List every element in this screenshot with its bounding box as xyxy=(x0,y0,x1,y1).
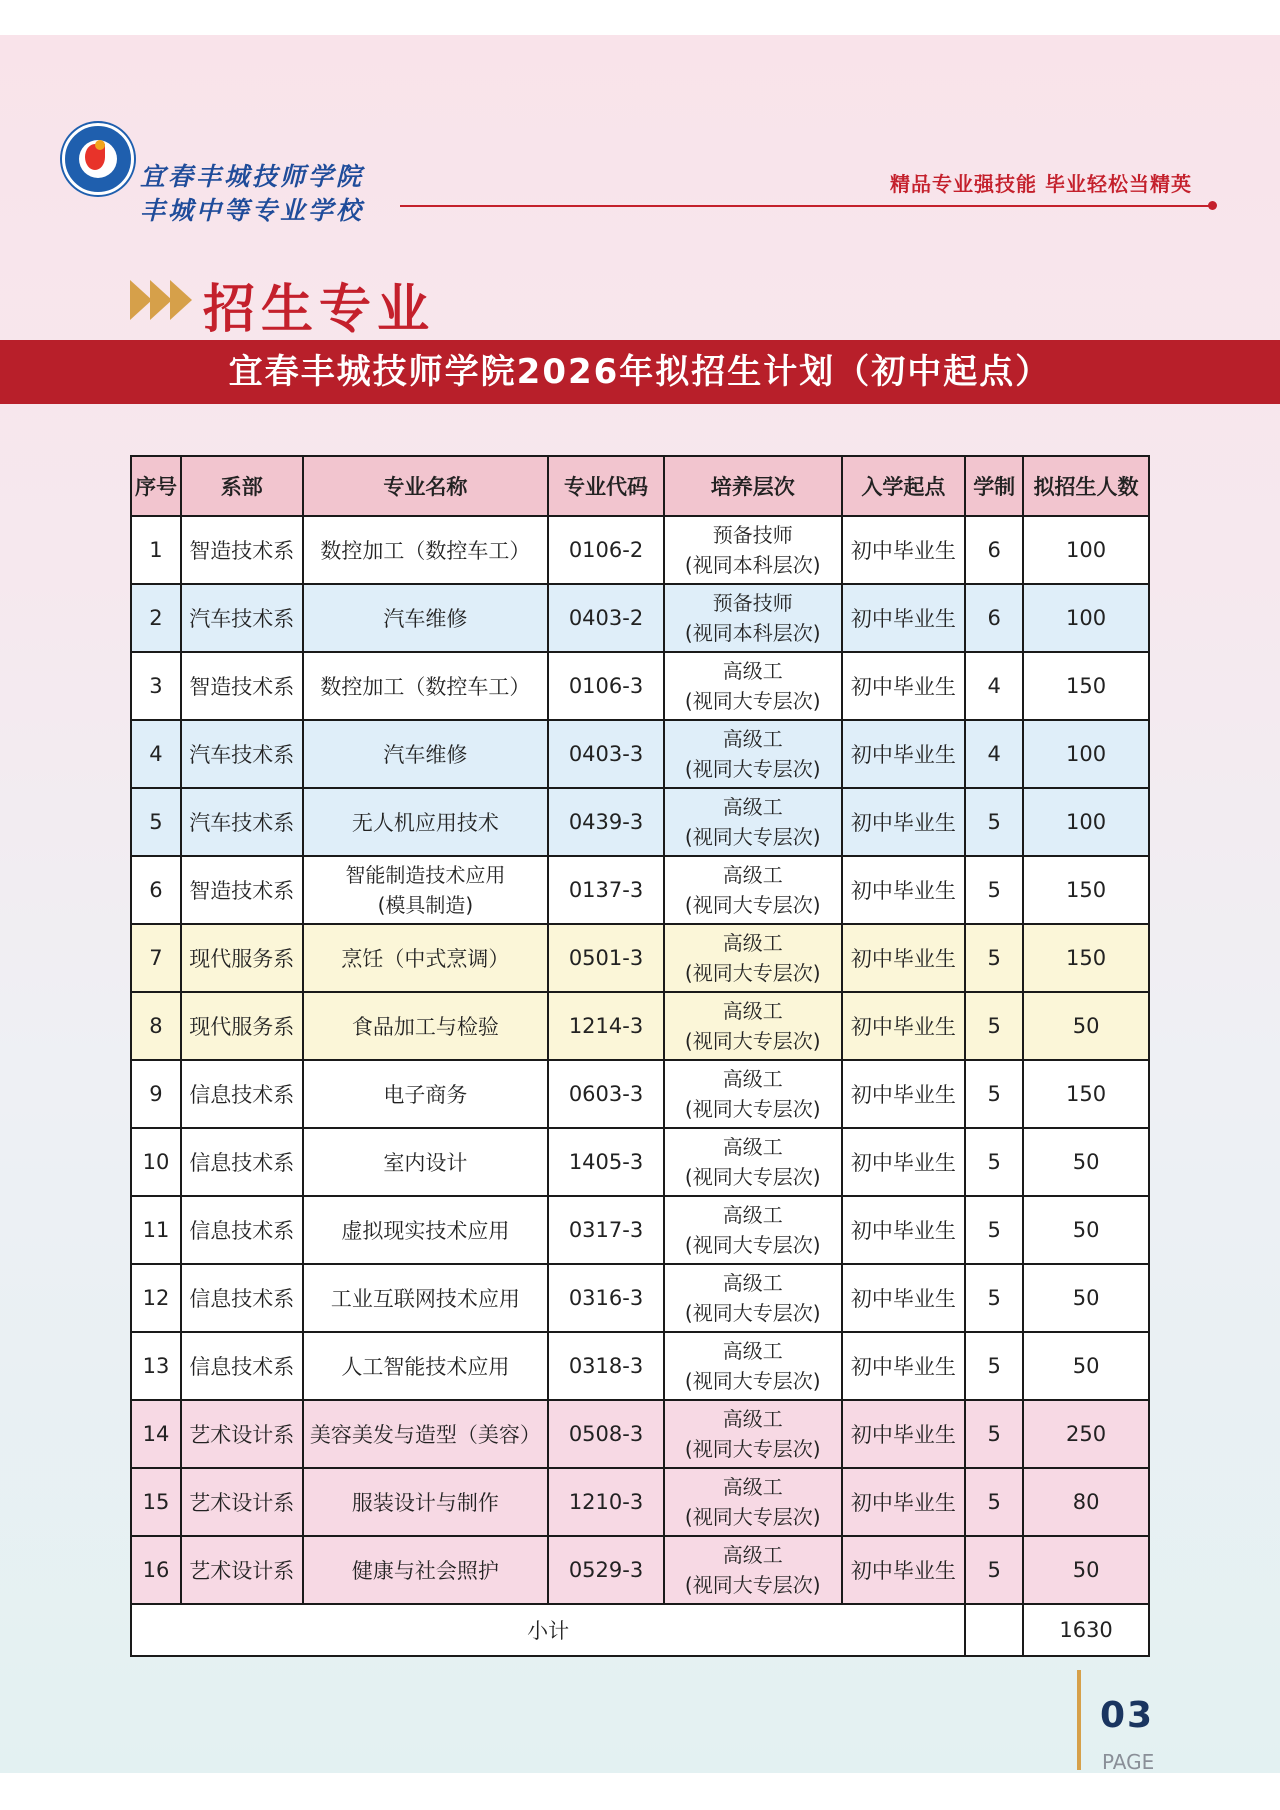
header-no: 序号 xyxy=(131,456,181,516)
cell-years: 5 xyxy=(965,1332,1023,1400)
cell-count: 50 xyxy=(1023,1264,1149,1332)
cell-entry: 初中毕业生 xyxy=(842,1196,966,1264)
cell-dept: 智造技术系 xyxy=(181,652,303,720)
cell-no: 15 xyxy=(131,1468,181,1536)
header-dept: 系部 xyxy=(181,456,303,516)
cell-dept: 信息技术系 xyxy=(181,1196,303,1264)
level-equivalent: (视同大专层次) xyxy=(684,825,821,849)
cell-dept: 艺术设计系 xyxy=(181,1536,303,1604)
table-row xyxy=(131,1196,1149,1264)
subtotal-empty-cell xyxy=(965,1604,1023,1656)
page-number-bar xyxy=(1077,1670,1081,1770)
table-header-row xyxy=(131,456,1149,516)
level-title: 高级工 xyxy=(722,727,783,751)
cell-no: 4 xyxy=(131,720,181,788)
header-count: 拟招生人数 xyxy=(1023,456,1149,516)
cell-years: 4 xyxy=(965,652,1023,720)
table-row xyxy=(131,856,1149,924)
cell-level xyxy=(664,584,842,652)
cell-major: 虚拟现实技术应用 xyxy=(303,1196,548,1264)
cell-years: 5 xyxy=(965,992,1023,1060)
cell-dept: 现代服务系 xyxy=(181,924,303,992)
table-row xyxy=(131,992,1149,1060)
cell-entry: 初中毕业生 xyxy=(842,924,966,992)
plan-banner-title: 宜春丰城技师学院2026年拟招生计划（初中起点） xyxy=(0,340,1280,404)
level-equivalent: (视同大专层次) xyxy=(684,1437,821,1461)
cell-code: 0316-3 xyxy=(548,1264,664,1332)
brochure-page xyxy=(0,35,1280,1773)
level-title: 高级工 xyxy=(722,1067,783,1091)
cell-dept: 信息技术系 xyxy=(181,1332,303,1400)
cell-major: 健康与社会照护 xyxy=(303,1536,548,1604)
cell-dept: 汽车技术系 xyxy=(181,788,303,856)
table-row xyxy=(131,1060,1149,1128)
cell-major: 服装设计与制作 xyxy=(303,1468,548,1536)
cell-major: 美容美发与造型（美容） xyxy=(303,1400,548,1468)
cell-level xyxy=(664,924,842,992)
cell-years: 5 xyxy=(965,1128,1023,1196)
cell-no: 16 xyxy=(131,1536,181,1604)
cell-no: 10 xyxy=(131,1128,181,1196)
table-row xyxy=(131,516,1149,584)
header-divider xyxy=(400,205,1210,207)
cell-years: 6 xyxy=(965,516,1023,584)
level-equivalent: (视同大专层次) xyxy=(684,961,821,985)
cell-entry: 初中毕业生 xyxy=(842,992,966,1060)
cell-major: 人工智能技术应用 xyxy=(303,1332,548,1400)
subtotal-row xyxy=(131,1604,1149,1656)
cell-no: 2 xyxy=(131,584,181,652)
cell-code: 0508-3 xyxy=(548,1400,664,1468)
cell-major: 汽车维修 xyxy=(303,720,548,788)
table-row xyxy=(131,1264,1149,1332)
major-subname: (模具制造) xyxy=(377,893,474,917)
cell-code: 1405-3 xyxy=(548,1128,664,1196)
section-title: 招生专业 xyxy=(203,280,436,340)
cell-level xyxy=(664,1332,842,1400)
cell-no: 9 xyxy=(131,1060,181,1128)
level-title: 高级工 xyxy=(722,1543,783,1567)
cell-dept: 汽车技术系 xyxy=(181,720,303,788)
cell-no: 1 xyxy=(131,516,181,584)
table-row xyxy=(131,1468,1149,1536)
cell-dept: 信息技术系 xyxy=(181,1264,303,1332)
cell-no: 7 xyxy=(131,924,181,992)
cell-level xyxy=(664,856,842,924)
cell-years: 5 xyxy=(965,788,1023,856)
header-level: 培养层次 xyxy=(664,456,842,516)
cell-entry: 初中毕业生 xyxy=(842,1400,966,1468)
page-number: 03 xyxy=(1100,1695,1155,1736)
table-row xyxy=(131,924,1149,992)
cell-entry: 初中毕业生 xyxy=(842,1536,966,1604)
school-name-line1: 宜春丰城技师学院 xyxy=(140,162,365,191)
cell-no: 5 xyxy=(131,788,181,856)
cell-level xyxy=(664,1196,842,1264)
cell-count: 50 xyxy=(1023,1196,1149,1264)
level-title: 高级工 xyxy=(722,659,783,683)
enrollment-plan-table xyxy=(130,455,1150,1657)
table-row xyxy=(131,720,1149,788)
header-code: 专业代码 xyxy=(548,456,664,516)
table-row xyxy=(131,1536,1149,1604)
level-equivalent: (视同大专层次) xyxy=(684,1097,821,1121)
cell-code: 0501-3 xyxy=(548,924,664,992)
level-title: 预备技师 xyxy=(712,523,793,547)
subtotal-label: 小计 xyxy=(131,1604,965,1656)
chevron-icon xyxy=(150,280,172,320)
header-entry: 入学起点 xyxy=(842,456,966,516)
level-equivalent: (视同大专层次) xyxy=(684,689,821,713)
level-title: 高级工 xyxy=(722,863,783,887)
cell-level xyxy=(664,992,842,1060)
level-title: 高级工 xyxy=(722,1339,783,1363)
cell-entry: 初中毕业生 xyxy=(842,1332,966,1400)
cell-dept: 艺术设计系 xyxy=(181,1468,303,1536)
cell-code: 0137-3 xyxy=(548,856,664,924)
logo-dot xyxy=(95,140,105,150)
cell-code: 0106-3 xyxy=(548,652,664,720)
cell-count: 50 xyxy=(1023,1128,1149,1196)
cell-years: 5 xyxy=(965,856,1023,924)
level-equivalent: (视同大专层次) xyxy=(684,1029,821,1053)
cell-entry: 初中毕业生 xyxy=(842,856,966,924)
level-title: 高级工 xyxy=(722,1271,783,1295)
level-equivalent: (视同大专层次) xyxy=(684,1233,821,1257)
cell-code: 0439-3 xyxy=(548,788,664,856)
cell-entry: 初中毕业生 xyxy=(842,788,966,856)
cell-level xyxy=(664,1400,842,1468)
level-title: 高级工 xyxy=(722,1475,783,1499)
cell-major: 电子商务 xyxy=(303,1060,548,1128)
cell-code: 1214-3 xyxy=(548,992,664,1060)
cell-level xyxy=(664,1128,842,1196)
level-title: 高级工 xyxy=(722,999,783,1023)
level-title: 高级工 xyxy=(722,795,783,819)
level-equivalent: (视同本科层次) xyxy=(684,553,821,577)
cell-level xyxy=(664,1468,842,1536)
cell-no: 3 xyxy=(131,652,181,720)
cell-major xyxy=(303,856,548,924)
cell-level xyxy=(664,516,842,584)
level-equivalent: (视同大专层次) xyxy=(684,1573,821,1597)
cell-count: 100 xyxy=(1023,788,1149,856)
cell-count: 100 xyxy=(1023,584,1149,652)
school-logo xyxy=(62,123,134,195)
cell-dept: 信息技术系 xyxy=(181,1060,303,1128)
table-row xyxy=(131,1400,1149,1468)
cell-entry: 初中毕业生 xyxy=(842,516,966,584)
cell-count: 150 xyxy=(1023,856,1149,924)
cell-major: 数控加工（数控车工） xyxy=(303,516,548,584)
cell-dept: 智造技术系 xyxy=(181,516,303,584)
page-label: PAGE xyxy=(1102,1750,1155,1773)
cell-count: 50 xyxy=(1023,1536,1149,1604)
cell-no: 8 xyxy=(131,992,181,1060)
cell-years: 5 xyxy=(965,1060,1023,1128)
cell-dept: 信息技术系 xyxy=(181,1128,303,1196)
cell-major: 数控加工（数控车工） xyxy=(303,652,548,720)
cell-code: 0603-3 xyxy=(548,1060,664,1128)
cell-no: 12 xyxy=(131,1264,181,1332)
cell-years: 5 xyxy=(965,1536,1023,1604)
cell-major: 食品加工与检验 xyxy=(303,992,548,1060)
cell-code: 0403-3 xyxy=(548,720,664,788)
cell-level xyxy=(664,1060,842,1128)
cell-count: 50 xyxy=(1023,1332,1149,1400)
cell-no: 13 xyxy=(131,1332,181,1400)
cell-code: 0317-3 xyxy=(548,1196,664,1264)
level-title: 高级工 xyxy=(722,1135,783,1159)
chevron-icon xyxy=(170,280,192,320)
cell-level xyxy=(664,720,842,788)
level-title: 高级工 xyxy=(722,1203,783,1227)
school-name-line2: 丰城中等专业学校 xyxy=(140,196,365,225)
table-row xyxy=(131,788,1149,856)
cell-level xyxy=(664,652,842,720)
cell-dept: 智造技术系 xyxy=(181,856,303,924)
cell-dept: 艺术设计系 xyxy=(181,1400,303,1468)
cell-code: 0106-2 xyxy=(548,516,664,584)
cell-years: 5 xyxy=(965,1264,1023,1332)
level-equivalent: (视同大专层次) xyxy=(684,893,821,917)
major-name: 智能制造技术应用 xyxy=(345,863,506,887)
cell-no: 6 xyxy=(131,856,181,924)
table-row xyxy=(131,652,1149,720)
cell-count: 250 xyxy=(1023,1400,1149,1468)
level-equivalent: (视同大专层次) xyxy=(684,1369,821,1393)
cell-code: 1210-3 xyxy=(548,1468,664,1536)
cell-entry: 初中毕业生 xyxy=(842,1468,966,1536)
level-equivalent: (视同大专层次) xyxy=(684,757,821,781)
cell-entry: 初中毕业生 xyxy=(842,1060,966,1128)
cell-level xyxy=(664,788,842,856)
cell-code: 0529-3 xyxy=(548,1536,664,1604)
cell-count: 100 xyxy=(1023,720,1149,788)
cell-count: 150 xyxy=(1023,652,1149,720)
cell-entry: 初中毕业生 xyxy=(842,652,966,720)
cell-major: 无人机应用技术 xyxy=(303,788,548,856)
cell-major: 烹饪（中式烹调） xyxy=(303,924,548,992)
level-equivalent: (视同大专层次) xyxy=(684,1301,821,1325)
table-row xyxy=(131,584,1149,652)
cell-count: 150 xyxy=(1023,924,1149,992)
cell-years: 6 xyxy=(965,584,1023,652)
level-equivalent: (视同大专层次) xyxy=(684,1505,821,1529)
cell-years: 5 xyxy=(965,1196,1023,1264)
cell-count: 150 xyxy=(1023,1060,1149,1128)
level-equivalent: (视同本科层次) xyxy=(684,621,821,645)
cell-major: 汽车维修 xyxy=(303,584,548,652)
header-years: 学制 xyxy=(965,456,1023,516)
cell-level xyxy=(664,1264,842,1332)
cell-level xyxy=(664,1536,842,1604)
cell-entry: 初中毕业生 xyxy=(842,584,966,652)
level-title: 高级工 xyxy=(722,1407,783,1431)
cell-count: 100 xyxy=(1023,516,1149,584)
subtotal-value: 1630 xyxy=(1023,1604,1149,1656)
level-equivalent: (视同大专层次) xyxy=(684,1165,821,1189)
cell-count: 80 xyxy=(1023,1468,1149,1536)
cell-count: 50 xyxy=(1023,992,1149,1060)
cell-major: 工业互联网技术应用 xyxy=(303,1264,548,1332)
cell-years: 5 xyxy=(965,1468,1023,1536)
table-row xyxy=(131,1128,1149,1196)
table-row xyxy=(131,1332,1149,1400)
cell-dept: 汽车技术系 xyxy=(181,584,303,652)
header-slogan: 精品专业强技能 毕业轻松当精英 xyxy=(890,172,1192,196)
cell-years: 5 xyxy=(965,1400,1023,1468)
cell-no: 11 xyxy=(131,1196,181,1264)
cell-dept: 现代服务系 xyxy=(181,992,303,1060)
cell-entry: 初中毕业生 xyxy=(842,1264,966,1332)
level-title: 高级工 xyxy=(722,931,783,955)
cell-entry: 初中毕业生 xyxy=(842,1128,966,1196)
cell-entry: 初中毕业生 xyxy=(842,720,966,788)
chevron-icon xyxy=(130,280,152,320)
cell-code: 0403-2 xyxy=(548,584,664,652)
header-divider-dot xyxy=(1208,201,1217,210)
cell-years: 4 xyxy=(965,720,1023,788)
header-major: 专业名称 xyxy=(303,456,548,516)
cell-years: 5 xyxy=(965,924,1023,992)
cell-code: 0318-3 xyxy=(548,1332,664,1400)
level-title: 预备技师 xyxy=(712,591,793,615)
cell-no: 14 xyxy=(131,1400,181,1468)
cell-major: 室内设计 xyxy=(303,1128,548,1196)
